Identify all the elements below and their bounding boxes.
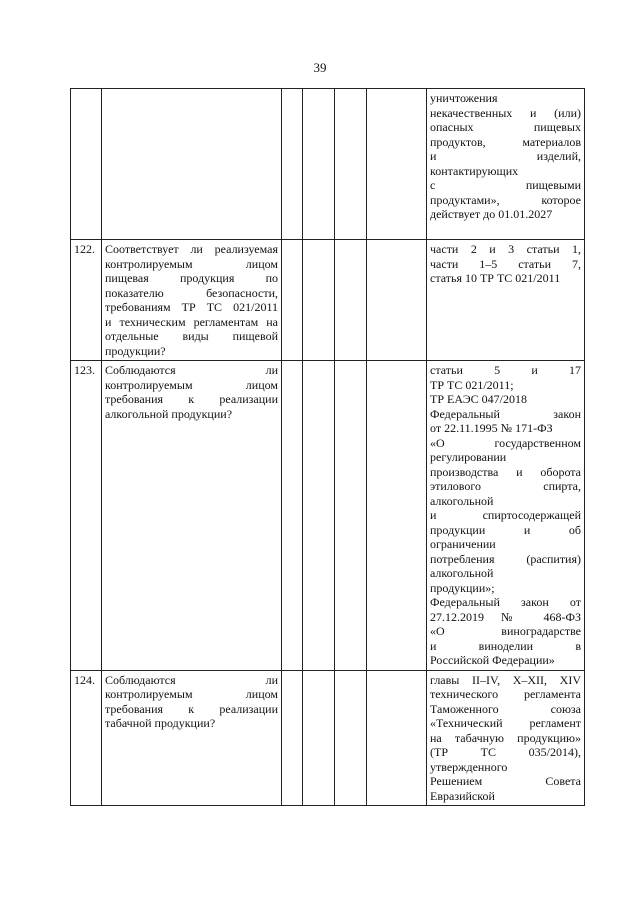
table-row-continuation [71,89,585,240]
table-row-122 [71,240,585,361]
reference-line: статьи 5 и 17 [430,363,581,377]
reference-line: продуктами», которое [430,192,581,207]
question-line: алкогольной продукции? [105,406,233,421]
question-line: и техническим регламентам на [105,314,278,329]
reference-line: ТР ТС 021/2011; [430,377,514,392]
question-line: контролируемым лицом [105,687,278,701]
table-row-124 [71,670,585,806]
comment-cell [367,89,427,240]
reference-line: некачественных и (или) [430,105,581,120]
question-line: требования к реализации [105,701,278,716]
reference-line: алкогольной [430,566,494,580]
reference-line: Федеральный закон [430,406,581,421]
answer-na-cell [335,89,367,240]
answer-no-cell [303,670,335,806]
reference-line: ТР ЕАЭС 047/2018 [430,392,527,406]
reference-line: Таможенного союза [430,701,581,716]
row-number: 122. [71,240,102,361]
answer-yes-cell [282,670,303,806]
answer-no-cell [303,240,335,361]
reference-line: и спиртосодержащей [430,508,581,522]
reference-line: контактирующих [430,163,519,178]
question-cell [102,670,282,806]
reference-line: «О виноградарстве [430,624,581,638]
reference-line: алкогольной [430,493,494,508]
reference-line: действует до 01.01.2027 [430,207,553,221]
answer-na-cell [335,670,367,806]
page-number: 39 [313,60,327,75]
reference-line: продуктов, материалов [430,134,581,149]
reference-line: Федеральный закон от [430,595,581,609]
question-line: показателю безопасности, [105,285,278,300]
reference-line: и изделий, [430,149,581,163]
comment-cell [367,240,427,361]
reference-line: опасных пищевых [430,120,581,134]
checklist-table [70,88,585,806]
question-line: продукции? [105,343,166,358]
reference-cell [427,89,585,240]
question-cell [102,361,282,671]
reference-line: Евразийской [430,788,495,803]
question-line: пищевая продукция по [105,271,278,285]
question-cell [102,240,282,361]
question-line: контролируемым лицом [105,256,278,271]
row-number: 124. [71,670,102,806]
reference-line: продукции»; [430,580,495,595]
reference-cell [427,361,585,671]
question-line: контролируемым лицом [105,377,278,392]
reference-line: этилового спирта, [430,479,581,493]
answer-yes-cell [282,240,303,361]
reference-line: с пищевыми [430,178,581,192]
answer-no-cell [303,361,335,671]
reference-line: (ТР ТС 035/2014), [430,745,581,759]
reference-cell [427,670,585,806]
reference-cell [427,240,585,361]
question-cell [102,89,282,240]
reference-line: ограничении [430,537,496,551]
table-row-123 [71,361,585,671]
comment-cell [367,361,427,671]
reference-line: «Технический регламент [430,716,581,730]
answer-yes-cell [282,89,303,240]
reference-line: Российской Федерации» [430,653,555,667]
reference-line: и виноделии в [430,638,581,653]
question-line: Соблюдаются ли [105,672,278,687]
question-line: табачной продукции? [105,716,216,730]
question-line: требованиям ТР ТС 021/2011 [105,300,278,314]
reference-line: на табачную продукцию» [430,730,581,745]
question-line: требования к реализации [105,392,278,406]
number-cell [71,89,102,240]
reference-line: статья 10 ТР ТС 021/2011 [430,271,561,285]
answer-na-cell [335,361,367,671]
answer-no-cell [303,89,335,240]
answer-na-cell [335,240,367,361]
reference-line: части 2 и 3 статьи 1, [430,242,581,256]
reference-line: части 1–5 статьи 7, [430,256,581,271]
comment-cell [367,670,427,806]
answer-yes-cell [282,361,303,671]
reference-line: утвержденного [430,759,508,774]
reference-line: технического регламента [430,687,581,701]
reference-line: Решением Совета [430,774,581,788]
reference-line: «О государственном [430,435,581,450]
reference-line: продукции и об [430,522,581,537]
question-line: отдельные виды пищевой [105,329,278,343]
reference-line: регулировании [430,450,507,464]
row-number: 123. [71,361,102,671]
reference-line: производства и оборота [430,464,581,479]
reference-line: потребления (распития) [430,551,581,566]
reference-line: от 22.11.1995 № 171-ФЗ [430,421,553,435]
reference-line: уничтожения [430,91,498,105]
question-line: Соблюдаются ли [105,363,278,377]
reference-line: главы II–IV, X–XII, XIV [430,672,581,687]
reference-line: 27.12.2019 № 468-ФЗ [430,609,581,624]
question-line: Соответствует ли реализуемая [105,242,278,256]
